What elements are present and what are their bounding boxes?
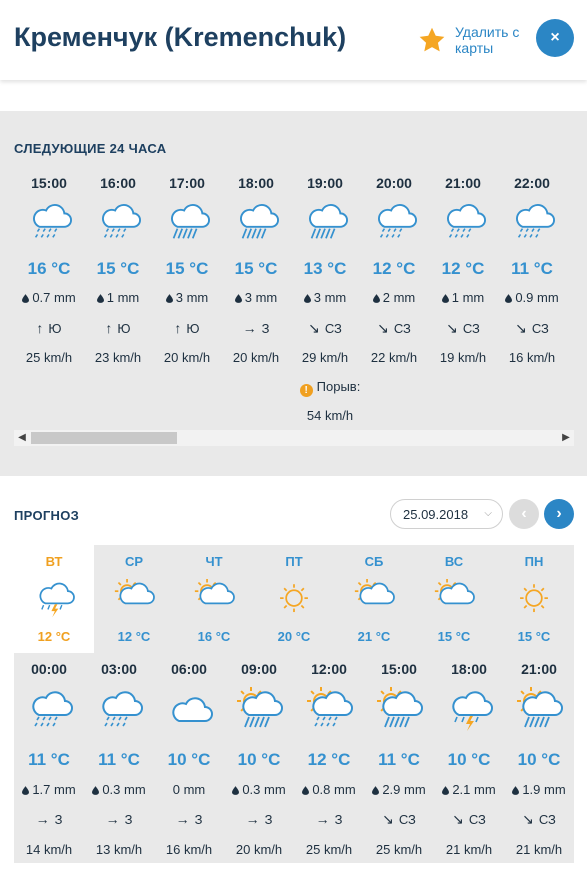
raindrop-icon (512, 786, 519, 795)
wind-arrow-icon: → (35, 811, 50, 827)
hour-wind-direction (290, 320, 360, 337)
hour-temperature: 15 °C (165, 259, 209, 278)
forecast-hour-precipitation (364, 782, 434, 797)
forecast-hour-wind-speed: 16 km/h (165, 842, 213, 857)
forecast-hour-wind-speed: 14 km/h (25, 842, 73, 857)
day-temperature: 21 °C (357, 629, 391, 644)
sun-cloud-rain-icon (374, 687, 424, 733)
hour-time: 19:00 (307, 175, 343, 191)
forecast-hour-wind-direction (294, 811, 364, 827)
precipitation-value: 1.9 mm (522, 782, 566, 797)
hour-wind-speed: 25 km/h (25, 350, 73, 365)
star-icon (418, 26, 446, 54)
warning-icon: ! (300, 384, 313, 397)
previous-day-button[interactable] (509, 499, 539, 529)
wind-direction-value: СЗ (462, 321, 480, 336)
day-temperature: 15 °C (437, 629, 471, 644)
raindrop-icon (505, 294, 512, 303)
scrollbar-thumb[interactable] (31, 432, 177, 444)
day-temperature: 16 °C (197, 629, 231, 644)
wind-arrow-icon: ↘ (308, 320, 320, 336)
cloud-drizzle-icon (26, 199, 72, 245)
precipitation-value: 3 mm (175, 290, 209, 305)
wind-direction-value: З (124, 812, 133, 827)
forecast-hour-wind-direction (434, 811, 504, 828)
horizontal-scrollbar[interactable] (14, 430, 574, 446)
forecast-hour-precipitation (84, 782, 154, 797)
hour-precipitation (14, 290, 84, 305)
wind-arrow-icon: ↑ (36, 320, 44, 336)
wind-arrow-icon: → (315, 811, 330, 827)
precipitation-value: 0.8 mm (312, 782, 356, 797)
wind-direction-value: СЗ (398, 812, 416, 827)
sun-cloud-rain-icon (234, 687, 284, 733)
wind-arrow-icon: ↘ (522, 811, 534, 827)
precipitation-value: 1 mm (451, 290, 485, 305)
day-name: ВС (444, 554, 464, 569)
raindrop-icon (92, 786, 99, 795)
wind-direction-value: Ю (117, 321, 131, 336)
forecast-hour-wind-direction (14, 811, 84, 827)
hour-wind-direction (152, 320, 222, 336)
hour-time: 17:00 (169, 175, 205, 191)
precipitation-value: 0.9 mm (515, 290, 559, 305)
wind-arrow-icon: ↘ (377, 320, 389, 336)
hour-time: 21:00 (445, 175, 481, 191)
cloud-storm-icon (33, 579, 75, 619)
hour-wind-direction (359, 320, 429, 337)
location-header (0, 0, 587, 80)
wind-direction-value: З (54, 812, 63, 827)
sun-icon (513, 579, 555, 619)
chevron-down-icon: ⌵ (484, 508, 492, 519)
hour-wind-speed: 22 km/h (370, 350, 418, 365)
forecast-hour-column (364, 653, 434, 863)
hour-precipitation (83, 290, 153, 305)
hour-temperature: 15 °C (234, 259, 278, 278)
raindrop-icon (373, 294, 380, 303)
forecast-hour-temperature: 10 °C (167, 750, 211, 769)
day-name: ЧТ (205, 554, 223, 569)
hour-temperature: 11 °C (511, 259, 553, 278)
wind-arrow-icon: ↘ (515, 320, 527, 336)
wind-direction-value: З (261, 321, 270, 336)
remove-from-map-button[interactable] (418, 24, 527, 56)
sun-cloud-drizzle-icon (304, 687, 354, 733)
forecast-hour-time: 00:00 (31, 661, 67, 677)
wind-direction-value: СЗ (393, 321, 411, 336)
precipitation-value: 2.1 mm (452, 782, 496, 797)
wind-arrow-icon: → (175, 811, 190, 827)
wind-arrow-icon: → (242, 320, 257, 336)
day-tab[interactable] (174, 545, 254, 653)
forecast-hour-column (434, 653, 504, 863)
hour-temperature: 12 °C (372, 259, 416, 278)
sun-icon (273, 579, 315, 619)
wind-direction-value: З (194, 812, 203, 827)
forecast-hour-time: 21:00 (521, 661, 557, 677)
wind-direction-value: Ю (48, 321, 62, 336)
hour-wind-speed: 23 km/h (94, 350, 142, 365)
cloud-drizzle-icon (440, 199, 486, 245)
hour-temperature: 13 °C (303, 259, 347, 278)
wind-gust-label (270, 379, 390, 397)
hour-precipitation (221, 290, 291, 305)
precipitation-value: 1.7 mm (32, 782, 76, 797)
forecast-hour-temperature: 10 °C (237, 750, 281, 769)
wind-arrow-icon: ↘ (446, 320, 458, 336)
precipitation-value: 0.3 mm (242, 782, 286, 797)
wind-gust-value: 54 km/h (306, 408, 354, 423)
chevron-left-icon: ‹ (521, 505, 527, 522)
forecast-hour-wind-direction (154, 811, 224, 827)
precipitation-value: 2 mm (382, 290, 416, 305)
wind-arrow-icon: ↘ (452, 811, 464, 827)
hour-wind-speed: 20 km/h (232, 350, 280, 365)
forecast-hour-precipitation (294, 782, 364, 797)
cloud-drizzle-icon (94, 687, 144, 733)
day-tab[interactable] (414, 545, 494, 653)
hour-time: 20:00 (376, 175, 412, 191)
raindrop-icon (302, 786, 309, 795)
wind-arrow-icon: ↘ (382, 811, 394, 827)
forecast-hour-wind-speed: 20 km/h (235, 842, 283, 857)
hour-wind-direction (83, 320, 153, 336)
wind-direction-value: Ю (186, 321, 200, 336)
raindrop-icon (304, 294, 311, 303)
cloud-drizzle-icon (509, 199, 555, 245)
forecast-hour-time: 12:00 (311, 661, 347, 677)
remove-from-map-label: Удалить с карты (455, 24, 520, 56)
wind-direction-value: СЗ (468, 812, 486, 827)
hour-wind-speed: 20 km/h (163, 350, 211, 365)
hour-time: 22:00 (514, 175, 550, 191)
chevron-right-icon: › (556, 505, 562, 522)
sun-cloud-icon (353, 579, 395, 619)
forecast-hour-column (14, 653, 84, 863)
precipitation-value: 1 mm (106, 290, 140, 305)
day-tab[interactable] (254, 545, 334, 653)
forecast-hour-column (224, 653, 294, 863)
hour-wind-direction (14, 320, 84, 336)
wind-direction-value: СЗ (531, 321, 549, 336)
close-button[interactable]: × (536, 19, 574, 57)
raindrop-icon (22, 786, 29, 795)
hour-precipitation (290, 290, 360, 305)
cloud-drizzle-icon (371, 199, 417, 245)
hour-column (359, 111, 429, 371)
forecast-hour-wind-direction (504, 811, 574, 828)
day-temperature: 12 °C (117, 629, 151, 644)
hour-column (14, 111, 84, 371)
day-temperature: 12 °C (37, 629, 71, 644)
forecast-hour-time: 18:00 (451, 661, 487, 677)
sun-cloud-icon (193, 579, 235, 619)
forecast-hour-time: 15:00 (381, 661, 417, 677)
hour-column (152, 111, 222, 371)
day-temperature: 15 °C (517, 629, 551, 644)
day-tab[interactable] (94, 545, 174, 653)
forecast-hour-temperature: 10 °C (447, 750, 491, 769)
forecast-hour-column (294, 653, 364, 863)
day-name: ПН (524, 554, 544, 569)
forecast-hour-precipitation (224, 782, 294, 797)
sun-cloud-icon (433, 579, 475, 619)
hour-precipitation (428, 290, 498, 305)
gust-label-text: Порыв: (316, 379, 361, 394)
forecast-hour-wind-speed: 21 km/h (445, 842, 493, 857)
scroll-left-icon[interactable]: ◀ (18, 432, 26, 443)
raindrop-icon (22, 294, 29, 303)
day-name: СБ (364, 554, 384, 569)
forecast-hour-wind-speed: 25 km/h (305, 842, 353, 857)
hour-time: 18:00 (238, 175, 274, 191)
hour-wind-speed: 29 km/h (301, 350, 349, 365)
forecast-hour-temperature: 11 °C (28, 750, 70, 769)
date-select[interactable] (390, 499, 503, 529)
hour-column (83, 111, 153, 371)
wind-direction-value: З (264, 812, 273, 827)
hour-temperature: 15 °C (96, 259, 140, 278)
raindrop-icon (232, 786, 239, 795)
forecast-hour-time: 06:00 (171, 661, 207, 677)
forecast-hour-wind-speed: 25 km/h (375, 842, 423, 857)
page-title: Кременчук (Kremenchuk) (14, 22, 347, 52)
hour-time: 16:00 (100, 175, 136, 191)
hour-time: 15:00 (31, 175, 67, 191)
sun-cloud-rain-icon (514, 687, 564, 733)
hour-precipitation (497, 290, 567, 305)
forecast-title: ПРОГНОЗ (14, 508, 80, 523)
forecast-hour-temperature: 11 °C (378, 750, 420, 769)
forecast-hour-temperature: 12 °C (307, 750, 351, 769)
hour-precipitation (359, 290, 429, 305)
wind-direction-value: З (334, 812, 343, 827)
forecast-hour-wind-speed: 13 km/h (95, 842, 143, 857)
raindrop-icon (442, 294, 449, 303)
next-24-hours-panel (0, 111, 587, 476)
day-temperature: 20 °C (277, 629, 311, 644)
day-hourly-forecast (14, 653, 574, 863)
cloud-icon (164, 687, 214, 733)
forecast-hour-precipitation (154, 782, 224, 797)
wind-direction-value: СЗ (538, 812, 556, 827)
raindrop-icon (442, 786, 449, 795)
precipitation-value: 2.9 mm (382, 782, 426, 797)
day-tab[interactable] (494, 545, 574, 653)
cloud-rain-icon (302, 199, 348, 245)
day-name: ВТ (45, 554, 63, 569)
precipitation-value: 0.3 mm (102, 782, 146, 797)
hour-wind-speed: 19 km/h (439, 350, 487, 365)
sun-cloud-icon (113, 579, 155, 619)
forecast-hour-wind-direction (84, 811, 154, 827)
forecast-hour-wind-direction (224, 811, 294, 827)
raindrop-icon (166, 294, 173, 303)
forecast-hour-precipitation (14, 782, 84, 797)
forecast-hour-time: 09:00 (241, 661, 277, 677)
forecast-hour-precipitation (504, 782, 574, 797)
forecast-hour-temperature: 10 °C (517, 750, 561, 769)
raindrop-icon (235, 294, 242, 303)
next-day-button[interactable] (544, 499, 574, 529)
cloud-drizzle-icon (24, 687, 74, 733)
raindrop-icon (372, 786, 379, 795)
forecast-hour-temperature: 11 °C (98, 750, 140, 769)
scroll-right-icon[interactable]: ▶ (562, 432, 570, 443)
day-tab[interactable] (334, 545, 414, 653)
hour-temperature: 12 °C (441, 259, 485, 278)
day-tabs (14, 545, 574, 653)
forecast-hour-column (84, 653, 154, 863)
hour-column (497, 111, 567, 371)
hour-precipitation (152, 290, 222, 305)
wind-arrow-icon: → (105, 811, 120, 827)
wind-direction-value: СЗ (324, 321, 342, 336)
hour-column (428, 111, 498, 371)
hour-wind-direction (221, 320, 291, 336)
day-name: СР (124, 554, 144, 569)
cloud-drizzle-icon (95, 199, 141, 245)
forecast-hour-column (154, 653, 224, 863)
hour-wind-speed: 16 km/h (508, 350, 556, 365)
wind-arrow-icon: ↑ (174, 320, 182, 336)
day-tab[interactable] (14, 545, 94, 653)
forecast-hour-time: 03:00 (101, 661, 137, 677)
wind-arrow-icon: → (245, 811, 260, 827)
raindrop-icon (97, 294, 104, 303)
precipitation-value: 3 mm (313, 290, 347, 305)
forecast-hour-column (504, 653, 574, 863)
day-name: ПТ (285, 554, 303, 569)
hour-column (290, 111, 360, 371)
precipitation-value: 0 mm (172, 782, 206, 797)
forecast-hour-wind-speed: 21 km/h (515, 842, 563, 857)
forecast-hour-precipitation (434, 782, 504, 797)
hour-column (221, 111, 291, 371)
hour-temperature: 16 °C (27, 259, 71, 278)
cloud-storm-icon (444, 687, 494, 733)
cloud-rain-icon (164, 199, 210, 245)
hour-wind-direction (497, 320, 567, 337)
selected-date: 25.09.2018 (403, 507, 469, 522)
cloud-rain-icon (233, 199, 279, 245)
precipitation-value: 3 mm (244, 290, 278, 305)
hour-wind-direction (428, 320, 498, 337)
next-24-hours-title: СЛЕДУЮЩИЕ 24 ЧАСА (14, 141, 167, 156)
wind-arrow-icon: ↑ (105, 320, 113, 336)
forecast-hour-wind-direction (364, 811, 434, 828)
precipitation-value: 0.7 mm (32, 290, 76, 305)
